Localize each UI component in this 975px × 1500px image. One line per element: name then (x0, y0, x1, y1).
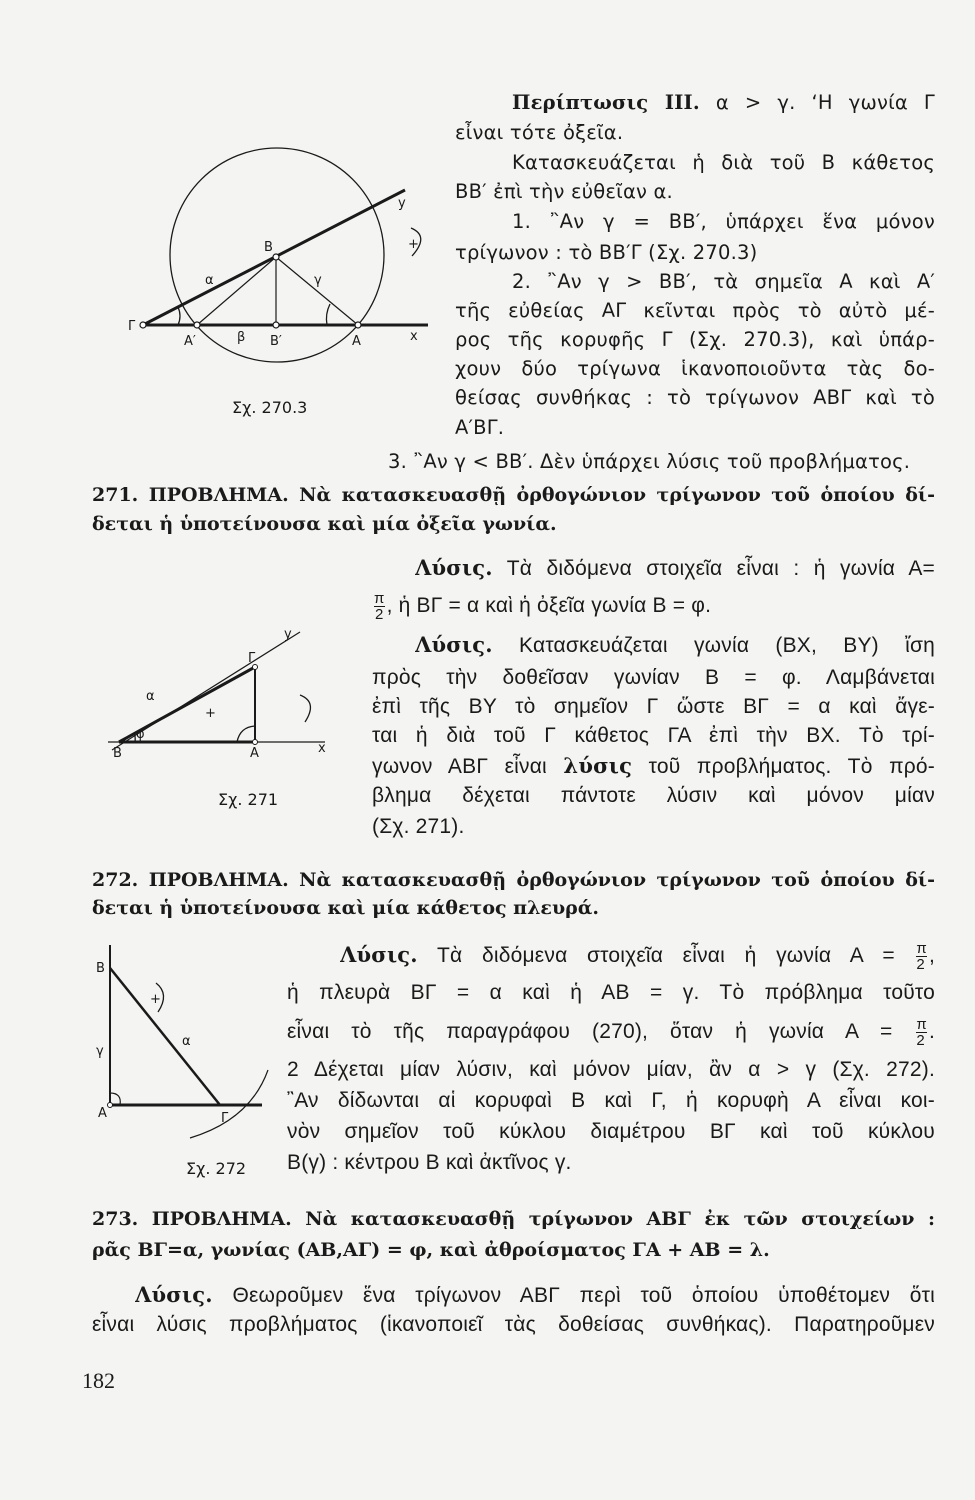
label-y: y (284, 627, 292, 642)
denominator: 2 (375, 606, 384, 623)
figure-caption: Σχ. 271 (218, 790, 279, 809)
numerator: π (374, 590, 385, 607)
label-x: x (410, 329, 418, 344)
bold-text: λύσις (563, 753, 633, 778)
segment-BA (276, 257, 358, 325)
line-text: ρᾶς ΒΓ=α, γωνίας (ΑΒ,ΑΓ) = φ, καὶ ἀθροίσματος ΓΑ + ΑΒ = λ. (92, 1239, 770, 1261)
line-text: νὸν σημεῖον τοῦ κύκλου διαμέτρου ΒΓ καὶ τοῦ κύκλου (287, 1120, 935, 1143)
line-text: εἶναι λύσις προβλήματος (ἱκανοποιεῖ τὰς δοθείσας συνθήκας). Παρατηροῦμεν (92, 1313, 935, 1336)
numerator: π (916, 1017, 927, 1033)
line-text: πρὸς τὴν δοθεῖσαν γωνίαν Β = φ. Λαμβάνεται (372, 666, 935, 689)
denominator: 2 (916, 956, 927, 970)
bold-text: Λύσις. (415, 555, 493, 580)
line-text: γωνον ΑΒΓ εἶναι (372, 755, 564, 778)
line-text: ἡ πλευρὰ ΒΓ = α καὶ ἡ ΑΒ = γ. Τὸ πρόβλημα τοῦτο (287, 981, 935, 1004)
line-text: 2 Δέχεται μίαν λύσιν, καὶ μόνον μίαν, ἂν α > γ (Σχ. 272). (287, 1058, 935, 1081)
line-text: τρίγωνον : τὸ ΒΒ′Γ (Σχ. 270.3) (455, 241, 758, 264)
label-A: Α (352, 334, 361, 349)
line-text: 2. ῍Αν γ > ΒΒ′, τὰ σημεῖα Α καὶ Α′ (512, 270, 935, 293)
line-text: δεται ἡ ὑποτείνουσα καὶ μία κάθετος πλευρά. (92, 897, 600, 919)
line-text: τῆς εὐθείας ΑΓ κεῖνται πρὸς τὸ αὐτὸ μέ- (455, 299, 935, 322)
label-B: Β (113, 746, 122, 761)
line-text: 271. ΠΡΟΒΛΗΜΑ. Νὰ κατασκευασθῇ ὀρθογώνιον τρίγωνον τοῦ ὁποίου δί- (92, 484, 935, 506)
line-text: Θεωροῦμεν ἕνα τρίγωνον ΑΒΓ περὶ τοῦ ὁποίου ὑποθέτομεν ὅτι (212, 1284, 935, 1307)
line-text: Κατασκευάζεται γωνία (ΒΧ, ΒΥ) ἴση (492, 634, 935, 657)
numerator: π (916, 940, 927, 957)
figure-caption: Σχ. 272 (186, 1159, 247, 1178)
line-text: εἶναι τότε ὀξεῖα. (455, 121, 624, 144)
line-text: ρος τῆς κορυφῆς Γ (Σχ. 270.3), καὶ ὑπάρ- (455, 328, 935, 351)
page-number: 182 (82, 1368, 115, 1393)
rotation-arrow-icon (300, 695, 310, 722)
label-x: x (318, 741, 326, 756)
label-y: y (398, 196, 406, 211)
point-A (355, 322, 361, 328)
line-text: 272. ΠΡΟΒΛΗΜΑ. Νὰ κατασκευασθῇ ὀρθογώνιον τρίγωνον τοῦ ὁποίου δί- (92, 869, 935, 891)
point-G (140, 322, 146, 328)
label-plus: + (408, 237, 419, 252)
line-text: Κατασκευάζεται ἡ διὰ τοῦ Β κάθετος (512, 151, 935, 174)
point-B1 (273, 322, 279, 328)
line-text: . (928, 1020, 935, 1044)
line-text: α > γ. ‘Η γωνία Γ (699, 91, 935, 114)
label-g: γ (96, 1044, 104, 1059)
label-plus: + (150, 992, 161, 1007)
line-text: χουν δύο τρίγωνα ἱκανοποιοῦντα τὰς δο- (455, 357, 935, 380)
label-a: α (182, 1034, 191, 1049)
label-a: α (146, 689, 155, 704)
figure-270-3 (140, 148, 428, 362)
line-text: εἶναι τὸ τῆς παραγράφου (270), ὅταν ἡ γωνία Α = (287, 1020, 915, 1044)
line-text: Β(γ) : κέντρου Β καὶ ἀκτῖνος γ. (287, 1151, 572, 1174)
line-text: Τὰ διδόμενα στοιχεῖα εἶναι ἡ γωνία Α = (417, 944, 915, 967)
line-text: , ἡ ΒΓ = α καὶ ἡ ὀξεῖα γωνία Β = φ. (386, 594, 712, 618)
figure-caption: Σχ. 270.3 (232, 398, 308, 417)
label-plus: + (205, 706, 216, 721)
line-text: 1. ῍Αν γ = ΒΒ′, ὑπάρχει ἕνα μόνον (512, 210, 935, 233)
label-A: Α (98, 1106, 107, 1121)
bold-text: Λύσις. (340, 942, 418, 967)
bold-text: Περίπτωσις III. (512, 91, 700, 114)
label-b: β (237, 330, 246, 345)
line-text: ἐπὶ τῆς ΒΥ τὸ σημεῖον Γ ὥστε ΒΓ = α καὶ ἄγε- (372, 695, 935, 718)
label-A1: Α′ (184, 334, 196, 349)
label-G: Γ (221, 1111, 229, 1126)
label-G: Γ (248, 651, 256, 666)
label-B: Β (96, 961, 105, 976)
line-text: δεται ἡ ὑποτείνουσα καὶ μία ὀξεῖα γωνία. (92, 513, 557, 535)
line-text: 3. ῍Αν γ < ΒΒ′. Δὲν ὑπάρχει λύσις τοῦ προβλήματος. (388, 450, 911, 473)
label-g: γ (314, 273, 322, 288)
line-text: (Σχ. 271). (372, 815, 465, 838)
line-text: Α′ΒΓ. (455, 416, 505, 439)
line-text: 273. ΠΡΟΒΛΗΜΑ. Νὰ κατασκευασθῇ τρίγωνον ΑΒΓ ἐκ τῶν στοιχείων : (92, 1208, 935, 1230)
bold-text: Λύσις. (415, 632, 493, 657)
line-text: , (928, 944, 935, 967)
line-text: ται ἡ διὰ τοῦ Γ κάθετος ΓΑ ἐπὶ τὴν ΒΧ. Τὸ τρί- (372, 724, 935, 747)
line-text: τοῦ προβλήματος. Τὸ πρό- (632, 755, 935, 778)
line-text: Τὰ διδόμενα στοιχεῖα εἶναι : ἡ γωνία Α= (492, 557, 935, 580)
label-B: Β (264, 240, 273, 255)
label-phi: φ (136, 727, 145, 742)
bold-text: Λύσις. (135, 1282, 213, 1307)
denominator: 2 (916, 1032, 927, 1047)
point-A1 (194, 322, 200, 328)
label-a: α (205, 273, 214, 288)
line-text: θείσας συνθήκας : τὸ τρίγωνον ΑΒΓ καὶ τὸ (455, 386, 935, 409)
label-B1: Β′ (270, 334, 282, 349)
point-B (273, 254, 279, 260)
angle-arc-G (178, 307, 180, 325)
line-text: βλημα δέχεται πάντοτε λύσιν καὶ μόνον μίαν (372, 784, 935, 807)
angle-arc-A (326, 304, 330, 325)
label-G: Γ (128, 319, 136, 334)
line-text: ῍Αν δίδωνται αἱ κορυφαὶ Β καὶ Γ, ἡ κορυφὴ Α εἶναι κοι- (287, 1089, 935, 1112)
label-A: Α (250, 746, 259, 761)
line-text: ΒΒ′ ἐπὶ τὴν εὐθεῖαν α. (455, 180, 673, 203)
